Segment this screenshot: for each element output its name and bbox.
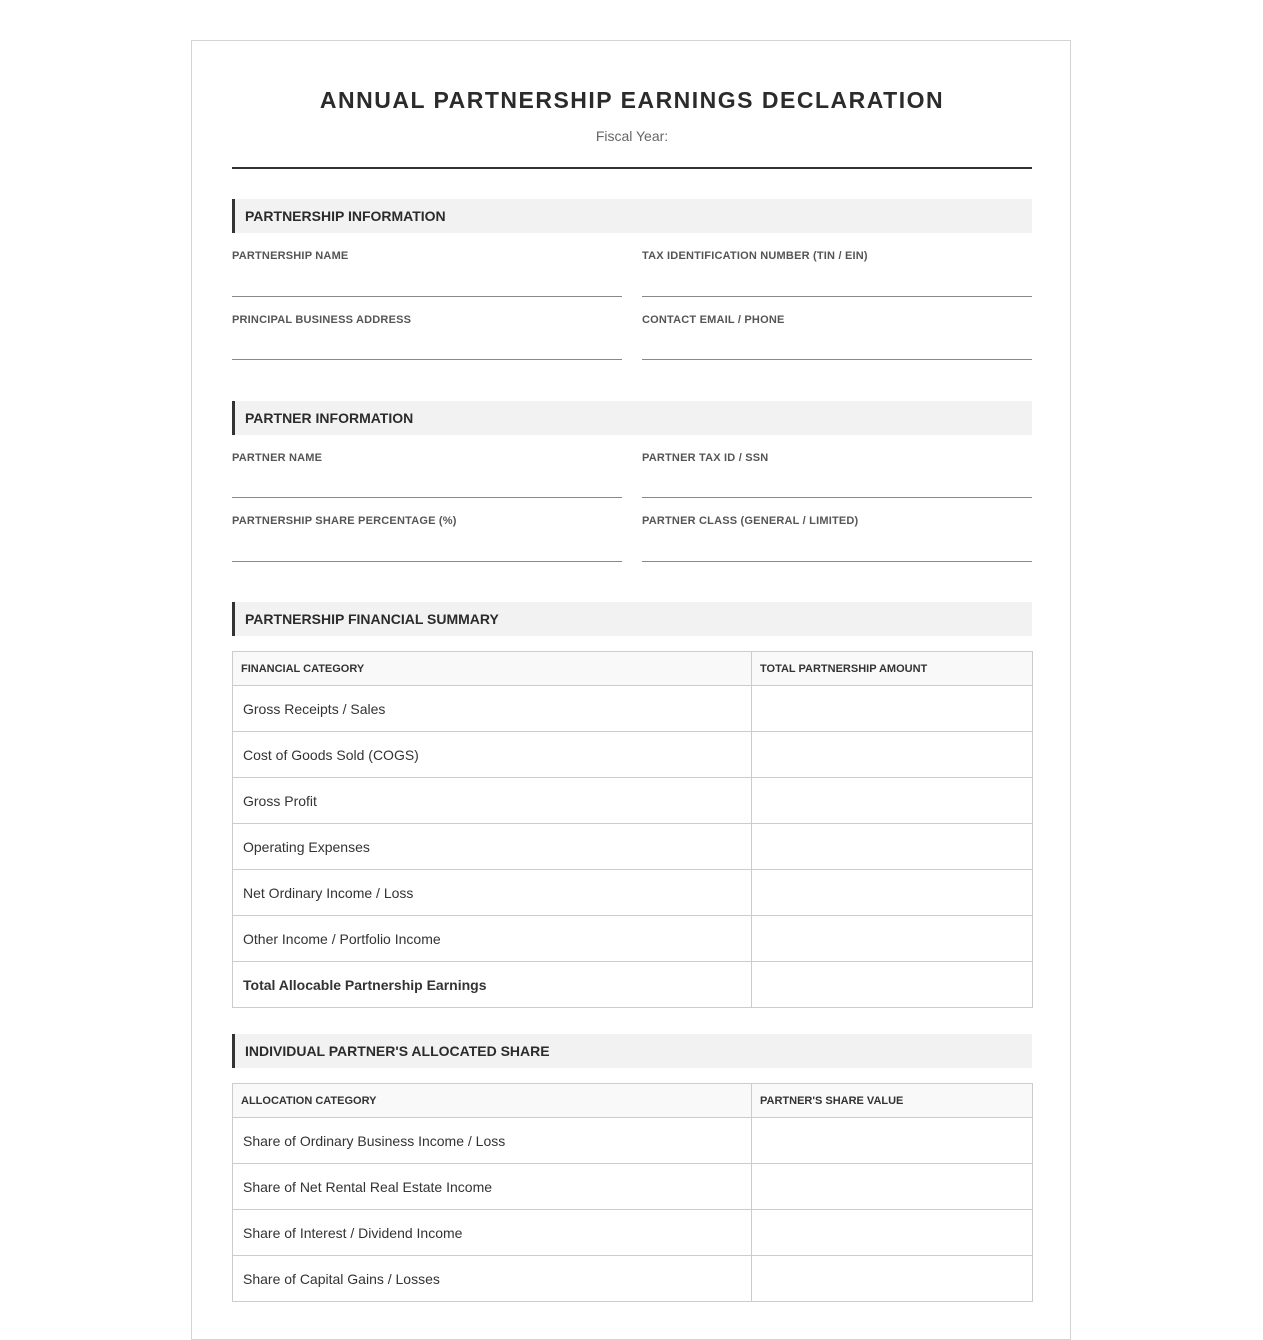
table-row [233,778,1033,824]
field-label: PARTNER CLASS (GENERAL / LIMITED) [642,515,859,527]
category-cell: Share of Interest / Dividend Income [233,1210,752,1256]
field-partner-class[interactable] [642,515,1032,527]
table-row [233,1210,1033,1256]
section-heading-partnership-information: PARTNERSHIP INFORMATION [232,199,1032,233]
column-header-total-partnership-amount: TOTAL PARTNERSHIP AMOUNT [752,652,1033,686]
table-row [233,1256,1033,1302]
field-input-line[interactable] [232,561,622,562]
column-header-allocation-category: ALLOCATION CATEGORY [233,1084,752,1118]
table-row [233,686,1033,732]
category-cell: Gross Receipts / Sales [233,686,752,732]
field-input-line[interactable] [232,296,622,297]
table-header-row [233,652,1033,686]
table-total-row [233,962,1033,1008]
field-input-line[interactable] [642,359,1032,360]
field-label: PARTNER NAME [232,452,323,464]
amount-cell[interactable] [752,916,1033,962]
field-label: PARTNERSHIP NAME [232,250,349,262]
field-partnership-name[interactable] [232,250,622,262]
field-partnership-share-percentage[interactable] [232,515,622,527]
field-partner-name[interactable] [232,452,622,464]
field-label: PARTNER TAX ID / SSN [642,452,769,464]
field-input-line[interactable] [232,359,622,360]
table-row [233,916,1033,962]
title-divider [232,167,1032,169]
financial-summary-table [232,651,1033,1008]
category-cell: Share of Net Rental Real Estate Income [233,1164,752,1210]
category-cell: Operating Expenses [233,824,752,870]
category-cell: Share of Ordinary Business Income / Loss [233,1118,752,1164]
table-row [233,732,1033,778]
share-value-cell[interactable] [752,1164,1033,1210]
amount-cell[interactable] [752,686,1033,732]
category-cell: Net Ordinary Income / Loss [233,870,752,916]
table-row [233,1118,1033,1164]
total-amount-cell[interactable] [752,962,1033,1008]
share-value-cell[interactable] [752,1256,1033,1302]
column-header-financial-category: FINANCIAL CATEGORY [233,652,752,686]
fiscal-year-label: Fiscal Year: [595,128,669,144]
table-header-row [233,1084,1033,1118]
section-heading-financial-summary: PARTNERSHIP FINANCIAL SUMMARY [232,602,1032,636]
amount-cell[interactable] [752,732,1033,778]
field-input-line[interactable] [642,296,1032,297]
field-label: TAX IDENTIFICATION NUMBER (TIN / EIN) [642,250,868,262]
share-value-cell[interactable] [752,1118,1033,1164]
amount-cell[interactable] [752,870,1033,916]
field-input-line[interactable] [642,497,1032,498]
category-cell: Other Income / Portfolio Income [233,916,752,962]
allocated-share-table [232,1083,1033,1302]
amount-cell[interactable] [752,824,1033,870]
field-label: PRINCIPAL BUSINESS ADDRESS [232,314,412,326]
total-category-cell: Total Allocable Partnership Earnings [233,962,752,1008]
field-principal-business-address[interactable] [232,314,622,326]
column-header-partner-share-value: PARTNER'S SHARE VALUE [752,1084,1033,1118]
field-label: PARTNERSHIP SHARE PERCENTAGE (%) [232,515,457,527]
table-row [233,870,1033,916]
table-row [233,1164,1033,1210]
document-title: ANNUAL PARTNERSHIP EARNINGS DECLARATION [319,87,945,113]
field-input-line[interactable] [232,497,622,498]
section-heading-allocated-share: INDIVIDUAL PARTNER'S ALLOCATED SHARE [232,1034,1032,1068]
category-cell: Cost of Goods Sold (COGS) [233,732,752,778]
table-row [233,824,1033,870]
section-heading-partner-information: PARTNER INFORMATION [232,401,1032,435]
category-cell: Share of Capital Gains / Losses [233,1256,752,1302]
field-tax-identification-number[interactable] [642,250,1032,262]
category-cell: Gross Profit [233,778,752,824]
field-input-line[interactable] [642,561,1032,562]
field-contact-email-phone[interactable] [642,314,1032,326]
field-label: CONTACT EMAIL / PHONE [642,314,785,326]
share-value-cell[interactable] [752,1210,1033,1256]
document-page [191,40,1071,1340]
field-partner-tax-id[interactable] [642,452,1032,464]
amount-cell[interactable] [752,778,1033,824]
